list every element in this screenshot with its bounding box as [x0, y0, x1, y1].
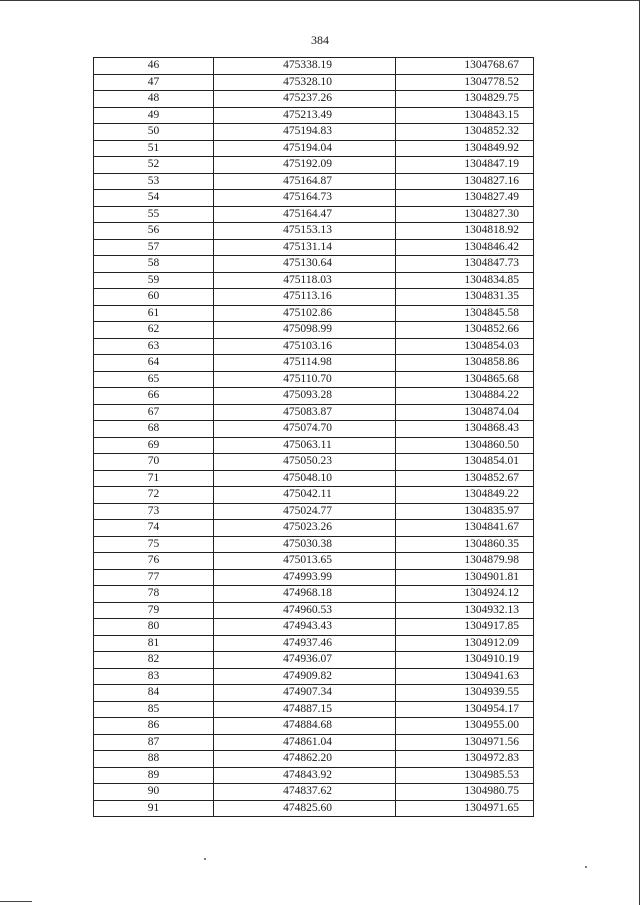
y-coordinate-cell: 1304818.92 [396, 223, 534, 240]
point-number-cell: 48 [94, 91, 214, 108]
x-coordinate-cell: 475048.10 [214, 470, 396, 487]
table-row [94, 289, 534, 306]
y-coordinate-cell: 1304849.92 [396, 140, 534, 157]
point-number-cell: 81 [94, 635, 214, 652]
y-coordinate-cell: 1304827.30 [396, 206, 534, 223]
y-coordinate-cell: 1304847.73 [396, 256, 534, 273]
y-coordinate-cell: 1304827.49 [396, 190, 534, 207]
table-row [94, 718, 534, 735]
point-number-cell: 52 [94, 157, 214, 174]
point-number-cell: 51 [94, 140, 214, 157]
table-row [94, 190, 534, 207]
point-number-cell: 55 [94, 206, 214, 223]
point-number-cell: 50 [94, 124, 214, 141]
x-coordinate-cell: 474909.82 [214, 668, 396, 685]
table-row [94, 140, 534, 157]
y-coordinate-cell: 1304860.50 [396, 437, 534, 454]
point-number-cell: 77 [94, 569, 214, 586]
y-coordinate-cell: 1304941.63 [396, 668, 534, 685]
x-coordinate-cell: 475074.70 [214, 421, 396, 438]
y-coordinate-cell: 1304827.16 [396, 173, 534, 190]
y-coordinate-cell: 1304954.17 [396, 701, 534, 718]
table-row [94, 223, 534, 240]
point-number-cell: 69 [94, 437, 214, 454]
x-coordinate-cell: 475194.83 [214, 124, 396, 141]
point-number-cell: 58 [94, 256, 214, 273]
y-coordinate-cell: 1304874.04 [396, 404, 534, 421]
table-row [94, 800, 534, 817]
table-row [94, 767, 534, 784]
point-number-cell: 59 [94, 272, 214, 289]
y-coordinate-cell: 1304971.65 [396, 800, 534, 817]
x-coordinate-cell: 474960.53 [214, 602, 396, 619]
y-coordinate-cell: 1304846.42 [396, 239, 534, 256]
point-number-cell: 70 [94, 454, 214, 471]
y-coordinate-cell: 1304847.19 [396, 157, 534, 174]
x-coordinate-cell: 475113.16 [214, 289, 396, 306]
y-coordinate-cell: 1304917.85 [396, 619, 534, 636]
y-coordinate-cell: 1304939.55 [396, 685, 534, 702]
y-coordinate-cell: 1304865.68 [396, 371, 534, 388]
x-coordinate-cell: 474862.20 [214, 751, 396, 768]
y-coordinate-cell: 1304879.98 [396, 553, 534, 570]
point-number-cell: 76 [94, 553, 214, 570]
scan-speck [204, 858, 206, 860]
table-row [94, 91, 534, 108]
point-number-cell: 67 [94, 404, 214, 421]
point-number-cell: 64 [94, 355, 214, 372]
point-number-cell: 56 [94, 223, 214, 240]
y-coordinate-cell: 1304835.97 [396, 503, 534, 520]
table-row [94, 536, 534, 553]
x-coordinate-cell: 475050.23 [214, 454, 396, 471]
point-number-cell: 62 [94, 322, 214, 339]
point-number-cell: 73 [94, 503, 214, 520]
x-coordinate-cell: 475131.14 [214, 239, 396, 256]
point-number-cell: 75 [94, 536, 214, 553]
point-number-cell: 74 [94, 520, 214, 537]
table-row [94, 239, 534, 256]
point-number-cell: 84 [94, 685, 214, 702]
table-row [94, 586, 534, 603]
point-number-cell: 65 [94, 371, 214, 388]
point-number-cell: 46 [94, 58, 214, 75]
y-coordinate-cell: 1304932.13 [396, 602, 534, 619]
y-coordinate-cell: 1304831.35 [396, 289, 534, 306]
y-coordinate-cell: 1304910.19 [396, 652, 534, 669]
table-row [94, 355, 534, 372]
point-number-cell: 82 [94, 652, 214, 669]
table-row [94, 421, 534, 438]
x-coordinate-cell: 474968.18 [214, 586, 396, 603]
point-number-cell: 86 [94, 718, 214, 735]
x-coordinate-cell: 475192.09 [214, 157, 396, 174]
point-number-cell: 85 [94, 701, 214, 718]
table-row [94, 685, 534, 702]
point-number-cell: 88 [94, 751, 214, 768]
point-number-cell: 71 [94, 470, 214, 487]
x-coordinate-cell: 475023.26 [214, 520, 396, 537]
point-number-cell: 63 [94, 338, 214, 355]
table-row [94, 322, 534, 339]
table-row [94, 569, 534, 586]
table-row [94, 668, 534, 685]
x-coordinate-cell: 475328.10 [214, 74, 396, 91]
y-coordinate-cell: 1304778.52 [396, 74, 534, 91]
point-number-cell: 89 [94, 767, 214, 784]
x-coordinate-cell: 475114.98 [214, 355, 396, 372]
x-coordinate-cell: 474837.62 [214, 784, 396, 801]
x-coordinate-cell: 475013.65 [214, 553, 396, 570]
y-coordinate-cell: 1304843.15 [396, 107, 534, 124]
point-number-cell: 53 [94, 173, 214, 190]
coordinates-table [93, 57, 534, 817]
y-coordinate-cell: 1304972.83 [396, 751, 534, 768]
x-coordinate-cell: 475130.64 [214, 256, 396, 273]
x-coordinate-cell: 474993.99 [214, 569, 396, 586]
point-number-cell: 78 [94, 586, 214, 603]
y-coordinate-cell: 1304860.35 [396, 536, 534, 553]
x-coordinate-cell: 474861.04 [214, 734, 396, 751]
x-coordinate-cell: 475164.87 [214, 173, 396, 190]
point-number-cell: 87 [94, 734, 214, 751]
table-row [94, 124, 534, 141]
x-coordinate-cell: 474825.60 [214, 800, 396, 817]
point-number-cell: 60 [94, 289, 214, 306]
table-row [94, 635, 534, 652]
x-coordinate-cell: 475153.13 [214, 223, 396, 240]
table-row [94, 454, 534, 471]
y-coordinate-cell: 1304924.12 [396, 586, 534, 603]
x-coordinate-cell: 475164.47 [214, 206, 396, 223]
y-coordinate-cell: 1304768.67 [396, 58, 534, 75]
y-coordinate-cell: 1304884.22 [396, 388, 534, 405]
scan-speck [585, 866, 587, 868]
x-coordinate-cell: 475164.73 [214, 190, 396, 207]
table-row [94, 553, 534, 570]
y-coordinate-cell: 1304912.09 [396, 635, 534, 652]
table-row [94, 58, 534, 75]
point-number-cell: 61 [94, 305, 214, 322]
table-row [94, 173, 534, 190]
y-coordinate-cell: 1304985.53 [396, 767, 534, 784]
x-coordinate-cell: 474907.34 [214, 685, 396, 702]
table-row [94, 74, 534, 91]
x-coordinate-cell: 475030.38 [214, 536, 396, 553]
x-coordinate-cell: 474936.07 [214, 652, 396, 669]
table-row [94, 520, 534, 537]
table-row [94, 256, 534, 273]
y-coordinate-cell: 1304971.56 [396, 734, 534, 751]
scan-border-top [0, 0, 640, 1]
page-number: 384 [311, 33, 329, 47]
x-coordinate-cell: 474937.46 [214, 635, 396, 652]
x-coordinate-cell: 475237.26 [214, 91, 396, 108]
y-coordinate-cell: 1304868.43 [396, 421, 534, 438]
table-row [94, 305, 534, 322]
y-coordinate-cell: 1304852.66 [396, 322, 534, 339]
x-coordinate-cell: 475194.04 [214, 140, 396, 157]
x-coordinate-cell: 475083.87 [214, 404, 396, 421]
x-coordinate-cell: 474943.43 [214, 619, 396, 636]
x-coordinate-cell: 475098.99 [214, 322, 396, 339]
y-coordinate-cell: 1304955.00 [396, 718, 534, 735]
y-coordinate-cell: 1304852.32 [396, 124, 534, 141]
table-row [94, 503, 534, 520]
point-number-cell: 80 [94, 619, 214, 636]
x-coordinate-cell: 474843.92 [214, 767, 396, 784]
x-coordinate-cell: 475118.03 [214, 272, 396, 289]
table-row [94, 602, 534, 619]
table-row [94, 734, 534, 751]
point-number-cell: 91 [94, 800, 214, 817]
x-coordinate-cell: 475042.11 [214, 487, 396, 504]
x-coordinate-cell: 475102.86 [214, 305, 396, 322]
point-number-cell: 66 [94, 388, 214, 405]
x-coordinate-cell: 475024.77 [214, 503, 396, 520]
table-row [94, 206, 534, 223]
table-row [94, 470, 534, 487]
scan-corner-line [0, 901, 32, 902]
y-coordinate-cell: 1304901.81 [396, 569, 534, 586]
table-row [94, 272, 534, 289]
y-coordinate-cell: 1304858.86 [396, 355, 534, 372]
table-row [94, 338, 534, 355]
point-number-cell: 47 [94, 74, 214, 91]
x-coordinate-cell: 475093.28 [214, 388, 396, 405]
point-number-cell: 54 [94, 190, 214, 207]
y-coordinate-cell: 1304854.01 [396, 454, 534, 471]
table-row [94, 107, 534, 124]
point-number-cell: 57 [94, 239, 214, 256]
y-coordinate-cell: 1304841.67 [396, 520, 534, 537]
table-row [94, 404, 534, 421]
x-coordinate-cell: 475063.11 [214, 437, 396, 454]
table-row [94, 652, 534, 669]
y-coordinate-cell: 1304854.03 [396, 338, 534, 355]
x-coordinate-cell: 475110.70 [214, 371, 396, 388]
point-number-cell: 83 [94, 668, 214, 685]
x-coordinate-cell: 475338.19 [214, 58, 396, 75]
point-number-cell: 49 [94, 107, 214, 124]
point-number-cell: 72 [94, 487, 214, 504]
table-row [94, 619, 534, 636]
y-coordinate-cell: 1304845.58 [396, 305, 534, 322]
table-row [94, 437, 534, 454]
table-row [94, 784, 534, 801]
x-coordinate-cell: 475213.49 [214, 107, 396, 124]
table-row [94, 388, 534, 405]
point-number-cell: 68 [94, 421, 214, 438]
y-coordinate-cell: 1304852.67 [396, 470, 534, 487]
y-coordinate-cell: 1304849.22 [396, 487, 534, 504]
y-coordinate-cell: 1304834.85 [396, 272, 534, 289]
point-number-cell: 79 [94, 602, 214, 619]
table-row [94, 487, 534, 504]
table-row [94, 701, 534, 718]
y-coordinate-cell: 1304980.75 [396, 784, 534, 801]
x-coordinate-cell: 474887.15 [214, 701, 396, 718]
x-coordinate-cell: 474884.68 [214, 718, 396, 735]
table-row [94, 157, 534, 174]
table-row [94, 371, 534, 388]
point-number-cell: 90 [94, 784, 214, 801]
x-coordinate-cell: 475103.16 [214, 338, 396, 355]
table-row [94, 751, 534, 768]
y-coordinate-cell: 1304829.75 [396, 91, 534, 108]
coordinates-table-body [94, 58, 534, 817]
